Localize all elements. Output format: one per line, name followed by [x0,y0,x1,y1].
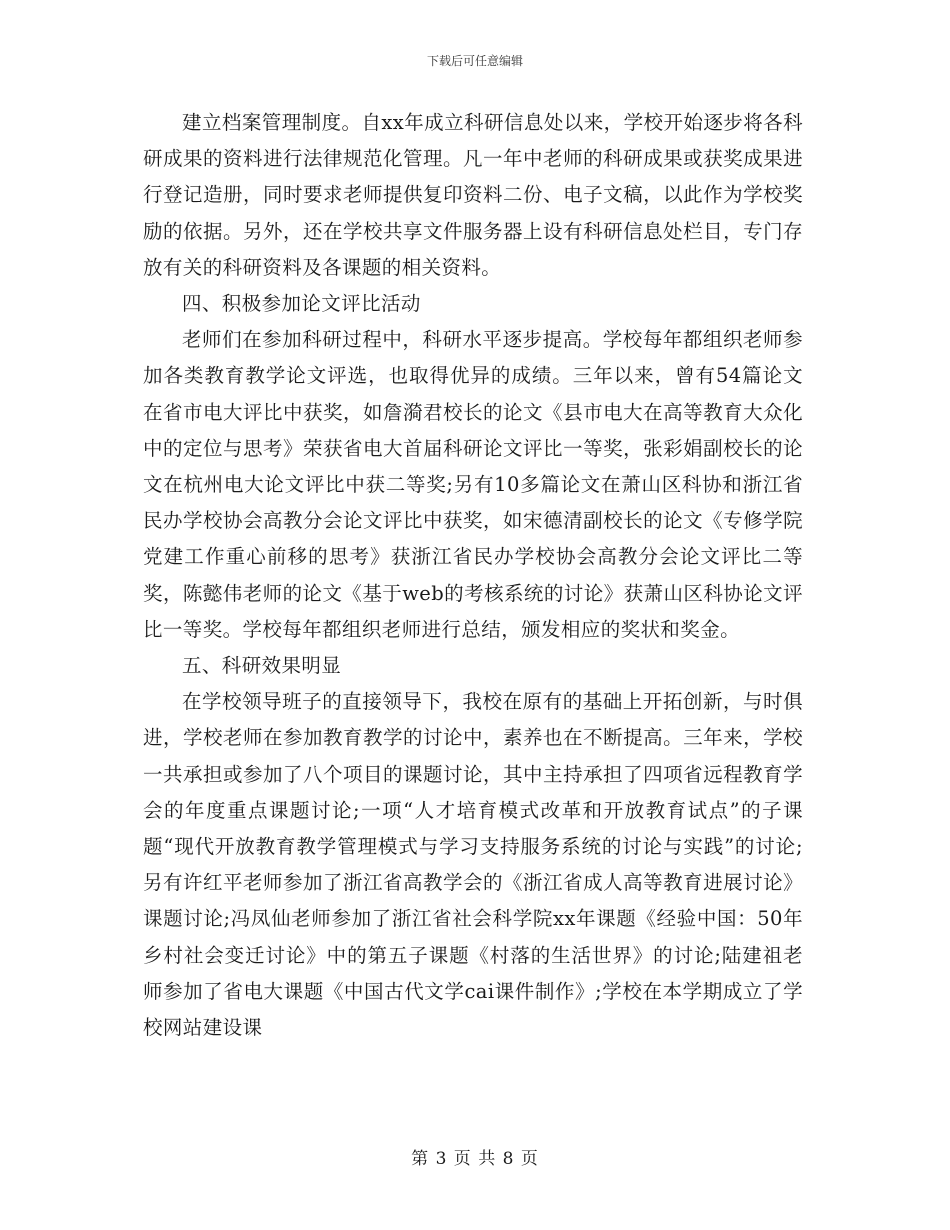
section-heading-4: 四、积极参加论文评比活动 [182,292,421,316]
document-body [143,105,803,1046]
page-header: 下载后可任意编辑 [426,54,523,68]
paragraph-research-results: 在学校领导班子的直接领导下，我校在原有的基础上开拓创新，与时俱进，学校老师在参加教育教学的讨论中，素养也在不断提高。三年来，学校一共承担或参加了八个项目的课题讨论，其中主持承担了四项省远程教育学会的年度重点课题讨论;一项“人才培育模式改革和开放教育试点”的子课题“现代开放教育教学管理模式与学习支持服务系统的讨论与实践”的讨论;另有许红平老师参加了浙江省高教学会的《浙江省成人高等教育进展讨论》课题讨论;冯凤仙老师参加了浙江省社会科学院xx年课题《经验中国：50年乡村社会变迁讨论》中的第五子课题《村落的生活世界》的讨论;陆建祖老师参加了省电大课题《中国古代文学cai课件制作》;学校在本学期成立了学校网站建设课 [143,690,803,1040]
section-heading-5: 五、科研效果明显 [182,654,342,678]
paragraph-paper-awards: 老师们在参加科研过程中，科研水平逐步提高。学校每年都组织老师参加各类教育教学论文评选，也取得优异的成绩。三年以来，曾有54篇论文在省市电大评比中获奖，如詹漪君校长的论文《县市电大在高等教育大众化中的定位与思考》荣获省电大首届科研论文评比一等奖，张彩娟副校长的论文在杭州电大论文评比中获二等奖;另有10多篇论文在萧山区科协和浙江省民办学校协会高教分会论文评比中获奖，如宋德清副校长的论文《专修学院党建工作重心前移的思考》获浙江省民办学校协会高教分会论文评比二等奖，陈懿伟老师的论文《基于web的考核系统的讨论》获萧山区科协论文评比一等奖。学校每年都组织老师进行总结，颁发相应的奖状和奖金。 [143,328,803,641]
page-number-footer: 第 3 页 共 8 页 [411,1149,539,1169]
paragraph-archive-management: 建立档案管理制度。自xx年成立科研信息处以来，学校开始逐步将各科研成果的资料进行法律规范化管理。凡一年中老师的科研成果或获奖成果进行登记造册，同时要求老师提供复印资料二份、电子文稿，以此作为学校奖励的依据。另外，还在学校共享文件服务器上设有科研信息处栏目，专门存放有关的科研资料及各课题的相关资料。 [143,111,803,279]
